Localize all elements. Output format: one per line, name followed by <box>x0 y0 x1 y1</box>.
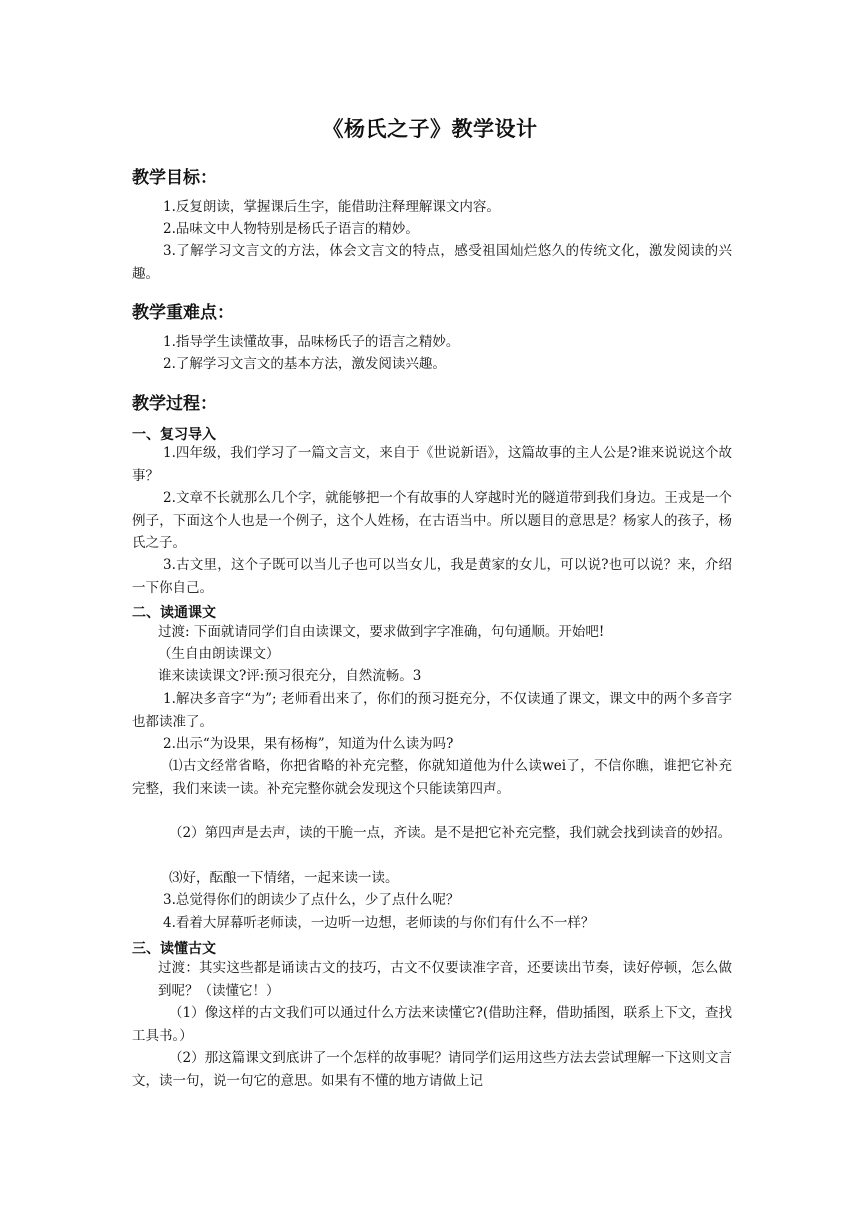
part2-paragraph: 1.解决多音字“为”; 老师看出来了，你们的预习挺充分，不仅读通了课文，课文中的两个多音字也都读准了。 <box>132 691 732 730</box>
process-heading: 教学过程： <box>132 394 217 414</box>
goal-item: 3.了解学习文言文的方法，体会文言文的特点，感受祖国灿烂悠久的传统文化，激发阅读的兴趣。 <box>132 243 732 282</box>
key-points-heading: 教学重难点： <box>132 303 234 323</box>
part2-heading: 二、读通课文 <box>132 605 216 621</box>
part1-paragraph: 3.古文里，这个子既可以当儿子也可以当女儿，我是黄家的女儿，可以说?也可以说？来，介绍一下你自己。 <box>132 557 732 596</box>
part1-paragraph: 1.四年级，我们学习了一篇文言文，来自于《世说新语》，这篇故事的主人公是?谁来说说这个故事？ <box>132 445 732 484</box>
goal-item: 2.品味文中人物特别是杨氏子语言的精妙。 <box>163 221 419 237</box>
part2-paragraph: （2）第四声是去声，读的干脆一点，齐读。是不是把它补充完整，我们就会找到读音的妙招。 <box>169 825 732 841</box>
part3-paragraph: （2）那这篇课文到底讲了一个怎样的故事呢？请同学们运用这些方法去尝试理解一下这则文言文，读一句，说一句它的意思。如果有不懂的地方请做上记 <box>132 1050 732 1089</box>
part2-paragraph: 4.看着大屏幕听老师读，一边听一边想，老师读的与你们有什么不一样？ <box>163 915 595 931</box>
part2-paragraph: ⑴古文经常省略，你把省略的补充完整，你就知道他为什么读wei了，不信你瞧，谁把它补充完整，我们来读一读。补充完整你就会发现这个只能读第四声。 <box>132 758 732 797</box>
part2-paragraph: 过渡: 下面就请同学们自由读课文，要求做到字字准确，句句通顺。开始吧! <box>158 624 605 640</box>
part3-paragraph: 过渡：其实这些都是诵读古文的技巧，古文不仅要读准字音，还要读出节奏，读好停顿，怎么做到呢？（读懂它！） <box>158 960 732 999</box>
goal-item: 1.反复朗读，掌握课后生字，能借助注释理解课文内容。 <box>163 199 500 215</box>
key-point-item: 2.了解学习文言文的基本方法，激发阅读兴趣。 <box>163 356 446 372</box>
part2-paragraph: ⑶好，酝酿一下情绪，一起来读一读。 <box>169 870 399 886</box>
key-point-item: 1.指导学生读懂故事，品味杨氏子的语言之精妙。 <box>163 334 460 350</box>
goals-heading: 教学目标： <box>132 168 217 188</box>
part3-paragraph: （1）像这样的古文我们可以通过什么方法来读懂它?(借助注释，借助插图，联系上下文，查找工具书。） <box>132 1005 732 1044</box>
part2-paragraph: 3.总觉得你们的朗读少了点什么，少了点什么呢？ <box>163 892 460 908</box>
part2-paragraph: （生自由朗读课文） <box>158 646 280 662</box>
document-title: 《杨氏之子》教学设计 <box>322 116 538 141</box>
part3-heading: 三、读懂古文 <box>132 941 216 957</box>
part1-heading: 一、复习导入 <box>132 427 216 443</box>
part2-paragraph: 2.出示“为设果，果有杨梅”，知道为什么读为吗? <box>163 736 454 752</box>
part1-paragraph: 2.文章不长就那么几个字，就能够把一个有故事的人穿越时光的隧道带到我们身边。王戎是一个例子，下面这个人也是一个例子，这个人姓杨，在古语当中。所以题目的意思是？杨家人的孩子，杨氏之子。 <box>132 490 732 551</box>
part2-paragraph: 谁来读读课文?评:预习很充分，自然流畅。3 <box>158 668 422 684</box>
